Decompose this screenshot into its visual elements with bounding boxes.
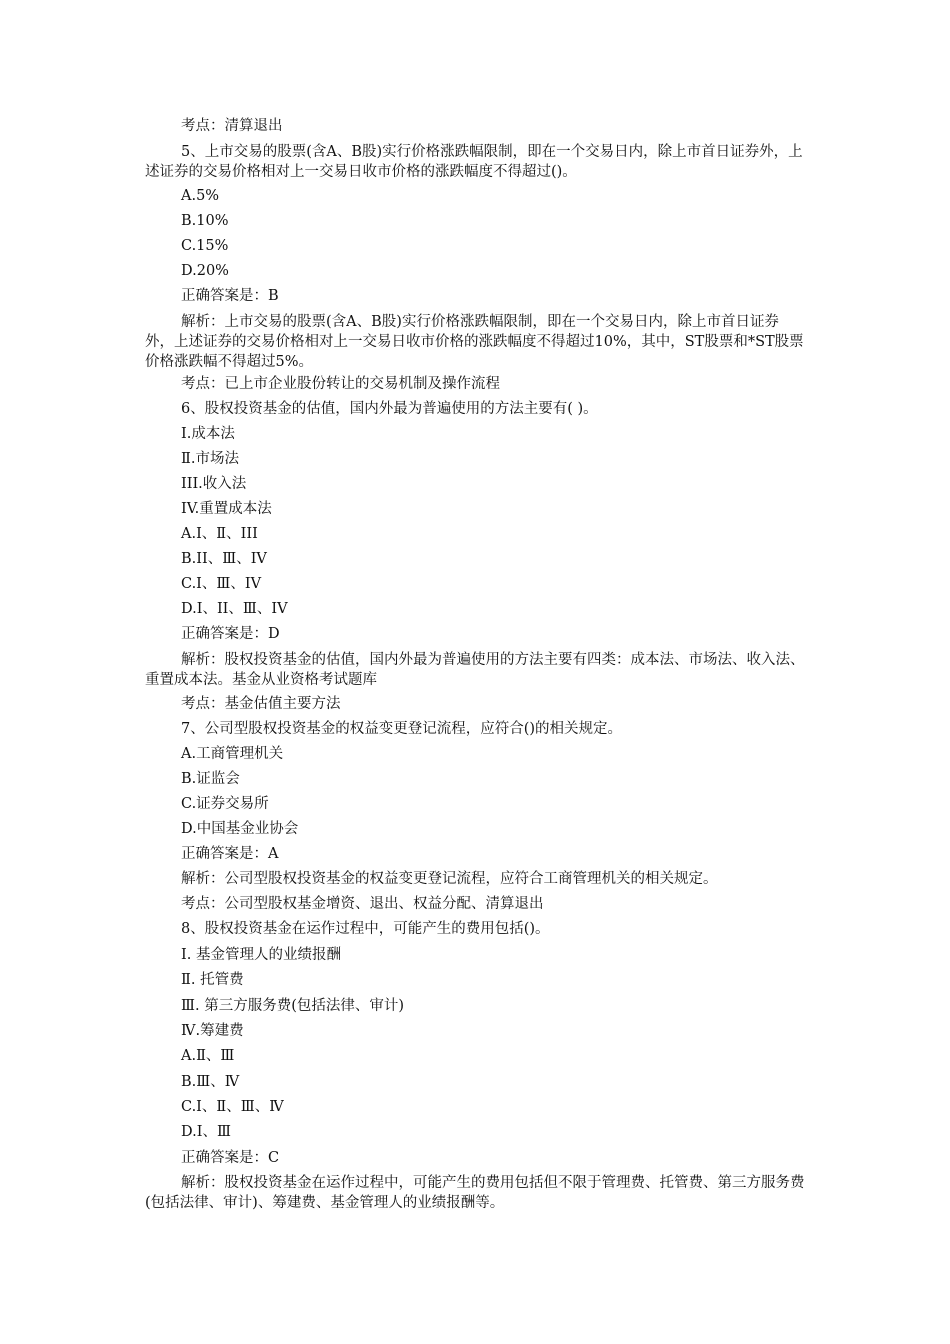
question-6: 6、股权投资基金的估值，国内外最为普遍使用的方法主要有( )。	[181, 401, 598, 417]
q7-option-a: A.工商管理机关	[181, 746, 284, 762]
q6-analysis: 解析：股权投资基金的估值，国内外最为普遍使用的方法主要有四类：成本法、市场法、收入法、重置成本法。基金从业资格考试题库	[145, 652, 805, 688]
q6-answer: 正确答案是：D	[181, 626, 280, 642]
q5-analysis: 解析：上市交易的股票(含A、B股)实行价格涨跌幅限制，即在一个交易日内，除上市首日证券外，上述证券的交易价格相对上一交易日收市价格的涨跌幅度不得超过10%，其中，ST股票和*ST股票价格涨跌幅不得超过5%。	[145, 314, 804, 370]
q7-option-c: C.证券交易所	[181, 796, 269, 812]
q6-option-c: C.I、Ⅲ、IV	[181, 576, 262, 592]
q6-option-d: D.I、II、Ⅲ、IV	[181, 601, 288, 617]
question-8: 8、股权投资基金在运作过程中，可能产生的费用包括()。	[181, 921, 550, 937]
q6-item-3: III.收入法	[181, 476, 247, 492]
q8-item-1: Ⅰ. 基金管理人的业绩报酬	[181, 947, 341, 963]
q7-option-b: B.证监会	[181, 771, 240, 787]
q7-option-d: D.中国基金业协会	[181, 821, 299, 837]
q5-option-c: C.15%	[181, 238, 229, 254]
q6-item-1: Ⅰ.成本法	[181, 426, 235, 442]
q8-option-a: A.Ⅱ、Ⅲ	[181, 1048, 235, 1064]
q8-answer: 正确答案是：C	[181, 1150, 280, 1166]
q5-option-a: A.5%	[181, 188, 220, 204]
q8-item-2: Ⅱ. 托管费	[181, 972, 244, 988]
q8-item-4: Ⅳ.筹建费	[181, 1023, 244, 1039]
q8-item-3: Ⅲ. 第三方服务费(包括法律、审计)	[181, 998, 405, 1014]
q5-option-d: D.20%	[181, 263, 229, 279]
q7-analysis: 解析：公司型股权投资基金的权益变更登记流程，应符合工商管理机关的相关规定。	[181, 871, 718, 887]
topic-line-liquidation: 考点：清算退出	[181, 118, 283, 134]
q7-answer: 正确答案是：A	[181, 846, 279, 862]
q6-option-b: B.II、Ⅲ、IV	[181, 551, 267, 567]
question-7: 7、公司型股权投资基金的权益变更登记流程，应符合()的相关规定。	[181, 721, 623, 737]
q5-answer: 正确答案是：B	[181, 288, 279, 304]
q8-option-b: B.Ⅲ、Ⅳ	[181, 1074, 240, 1090]
q8-analysis: 解析：股权投资基金在运作过程中，可能产生的费用包括但不限于管理费、托管费、第三方服务费(包括法律、审计)、筹建费、基金管理人的业绩报酬等。	[145, 1175, 805, 1211]
q8-option-d: D.Ⅰ、Ⅲ	[181, 1124, 231, 1140]
question-5: 5、上市交易的股票(含A、B股)实行价格涨跌幅限制，即在一个交易日内，除上市首日证券外，上述证券的交易价格相对上一交易日收市价格的涨跌幅度不得超过()。	[145, 144, 803, 180]
q6-option-a: A.I、Ⅱ、III	[181, 526, 258, 542]
q5-topic: 考点：已上市企业股份转让的交易机制及操作流程	[181, 376, 500, 392]
q6-item-2: Ⅱ.市场法	[181, 451, 239, 467]
q6-item-4: IV.重置成本法	[181, 501, 272, 517]
q6-topic: 考点：基金估值主要方法	[181, 696, 341, 712]
q5-option-b: B.10%	[181, 213, 229, 229]
q8-option-c: C.Ⅰ、Ⅱ、Ⅲ、Ⅳ	[181, 1099, 284, 1115]
q7-topic: 考点：公司型股权基金增资、退出、权益分配、清算退出	[181, 896, 544, 912]
